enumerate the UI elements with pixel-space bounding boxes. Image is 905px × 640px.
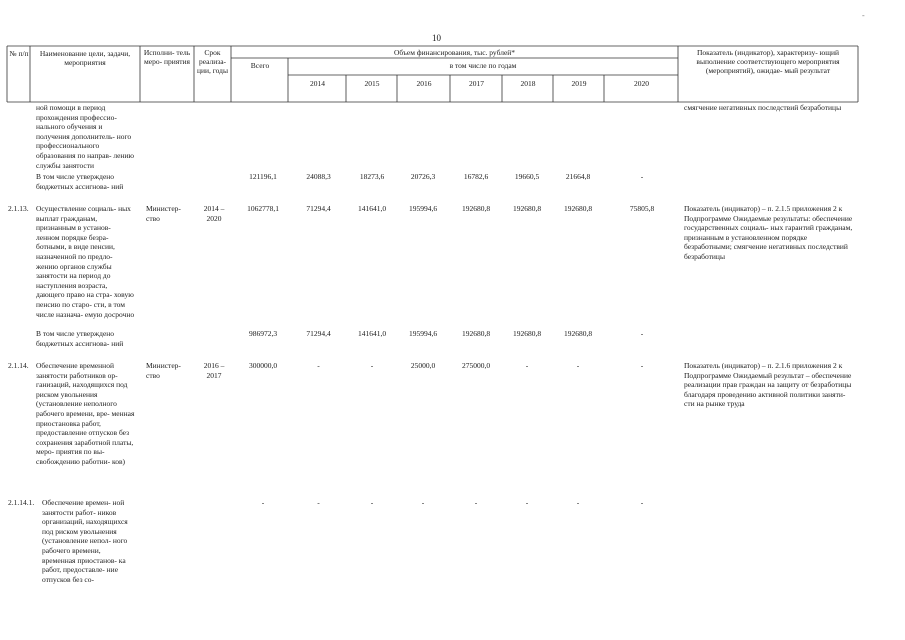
row-2-1-13-2018: 192680,8 [512,204,542,213]
row-2-1-14-1-2020: - [640,498,644,507]
row-budget-1-2017: 16782,6 [463,172,489,181]
row-2-1-13-executor: Министер- ство [146,204,181,223]
row-budget-2-2019: 192680,8 [563,329,593,338]
row-budget-1-2019: 21664,8 [565,172,591,181]
header-year-2015: 2015 [364,79,380,88]
row-2-1-14-1-total: - [261,498,265,507]
row-budget-2-2014: 71294,4 [306,329,331,338]
row-2-1-14-indicator: Показатель (индикатор) – п. 2.1.6 приложения 2 к Подпрограмме Ожидаемый результат – обеспечение реализации прав граждан на защиту от безработицы благодаря проведению активной политики заняти- сти на рынке труда [684,361,852,409]
row-budget-1-total: 121196,1 [249,172,277,181]
header-year-2019: 2019 [571,79,587,88]
row-budget-1-name: В том числе утверждено бюджетных ассигнова- ний [36,172,124,191]
row-2-1-13-total: 1062778,1 [247,204,279,213]
row-2-1-13-2014: 71294,4 [306,204,331,213]
header-indicator: Показатель (индикатор), характеризу- ющий выполнение соответствующего мероприятия (мероприятий), ожидае- мый результат [696,48,840,75]
header-year-2016: 2016 [416,79,432,88]
row-2-1-14-1-2019: - [576,498,580,507]
corner-mark: - [862,11,865,20]
row-2-1-14-2015: - [370,361,374,370]
row-2-1-13-number: 2.1.13. [8,204,29,213]
row-2-1-14-total: 300000,0 [248,361,278,370]
row-2-1-14-2017: 275000,0 [461,361,491,370]
row-budget-1-2016: 20726,3 [410,172,436,181]
row-budget-2-2016: 195994,6 [408,329,438,338]
header-by-years: в том числе по годам [449,61,517,70]
header-year-2017: 2017 [469,79,484,88]
header-period: Срок реализа- ции, годы [196,48,229,75]
row-2-1-14-1-2018: - [525,498,529,507]
row-budget-1-2020: - [640,172,644,181]
row-2-1-14-name: Обеспечение временной занятости работников ор- ганизаций, находящихся под риском увольнения (установление неполного рабочего времени, вре- менная приостановка работ, предоставление отпусков без сохранения заработной платы, меро- приятия по вы- свобождению работни- ков) [36,361,135,466]
row-budget-2-total: 986972,3 [248,329,278,338]
row-2-1-14-number: 2.1.14. [8,361,29,370]
row-budget-2-2020: - [640,329,644,338]
row-2-1-13-name: Осуществление социаль- ных выплат гражданам, признанным в установ- ленном порядке безра- ботными, в виде пенсии, назначенной по предло- жению органов службы занятости на период до наступления возраста, дающего право на стра- ховую пенсию по старо- сти, в том числе назнача- емую досрочно [36,204,135,319]
row-2-1-14-executor: Министер- ство [146,361,181,380]
row-budget-2-2018: 192680,8 [512,329,542,338]
row-budget-1-2014: 24088,3 [306,172,331,181]
row-2-1-13-indicator: Показатель (индикатор) – п. 2.1.5 приложения 2 к Подпрограмме Ожидаемые результаты: обеспечение государственных социаль- ных гарантий гражданам, признанным в установленном порядке безработными; смягчение негативных последствий безработицы [684,204,853,261]
row-2-1-14-2019: - [576,361,580,370]
row-2-1-14-2014: - [317,361,320,370]
row-2-1-13-2017: 192680,8 [461,204,491,213]
row-continuation-name: ной помощи в период прохождения профессио- нального обучения и получения дополнитель- ного профессионального образования по направ- лению службы занятости [36,103,135,170]
row-2-1-14-1-2015: - [370,498,374,507]
row-2-1-14-1-2017: - [474,498,478,507]
row-2-1-14-1-name: Обеспечение времен- ной занятости работ- ников организаций, находящихся под риском увольнения (установление непол- ного рабочего времени, временная приостанов- ка работ, предоставле- ние отпусков без со- [42,498,128,584]
row-2-1-13-2020: 75805,8 [629,204,655,213]
row-2-1-14-1-2014: - [317,498,320,507]
header-no: № п/п [9,49,29,58]
header-executor: Исполни- тель меро- приятия [143,48,191,66]
row-2-1-14-2016: 25000,0 [410,361,436,370]
header-year-2020: 2020 [634,79,649,88]
row-2-1-13-2015: 141641,0 [357,204,387,213]
row-budget-1-2018: 19660,5 [514,172,540,181]
row-budget-2-name: В том числе утверждено бюджетных ассигнова- ний [36,329,124,348]
header-name: Наименование цели, задачи, мероприятия [39,49,131,67]
row-budget-1-2015: 18273,6 [359,172,385,181]
row-2-1-14-1-number: 2.1.14.1. [8,498,35,507]
row-2-1-13-2019: 192680,8 [563,204,593,213]
header-funding: Объем финансирования, тыс. рублей* [393,48,516,57]
row-2-1-14-1-2016: - [421,498,425,507]
row-budget-2-2015: 141641,0 [357,329,387,338]
page-number: 10 [432,33,441,43]
row-2-1-14-2018: - [525,361,529,370]
row-2-1-13-period: 2014 – 2020 [203,204,225,223]
row-2-1-13-2016: 195994,6 [408,204,438,213]
header-total: Всего [250,61,270,70]
row-2-1-14-2020: - [640,361,644,370]
header-year-2014: 2014 [310,79,325,88]
row-budget-2-2017: 192680,8 [461,329,491,338]
row-2-1-14-period: 2016 – 2017 [203,361,225,380]
row-continuation-indicator: смягчение негативных последствий безработицы [684,103,842,112]
header-year-2018: 2018 [520,79,536,88]
